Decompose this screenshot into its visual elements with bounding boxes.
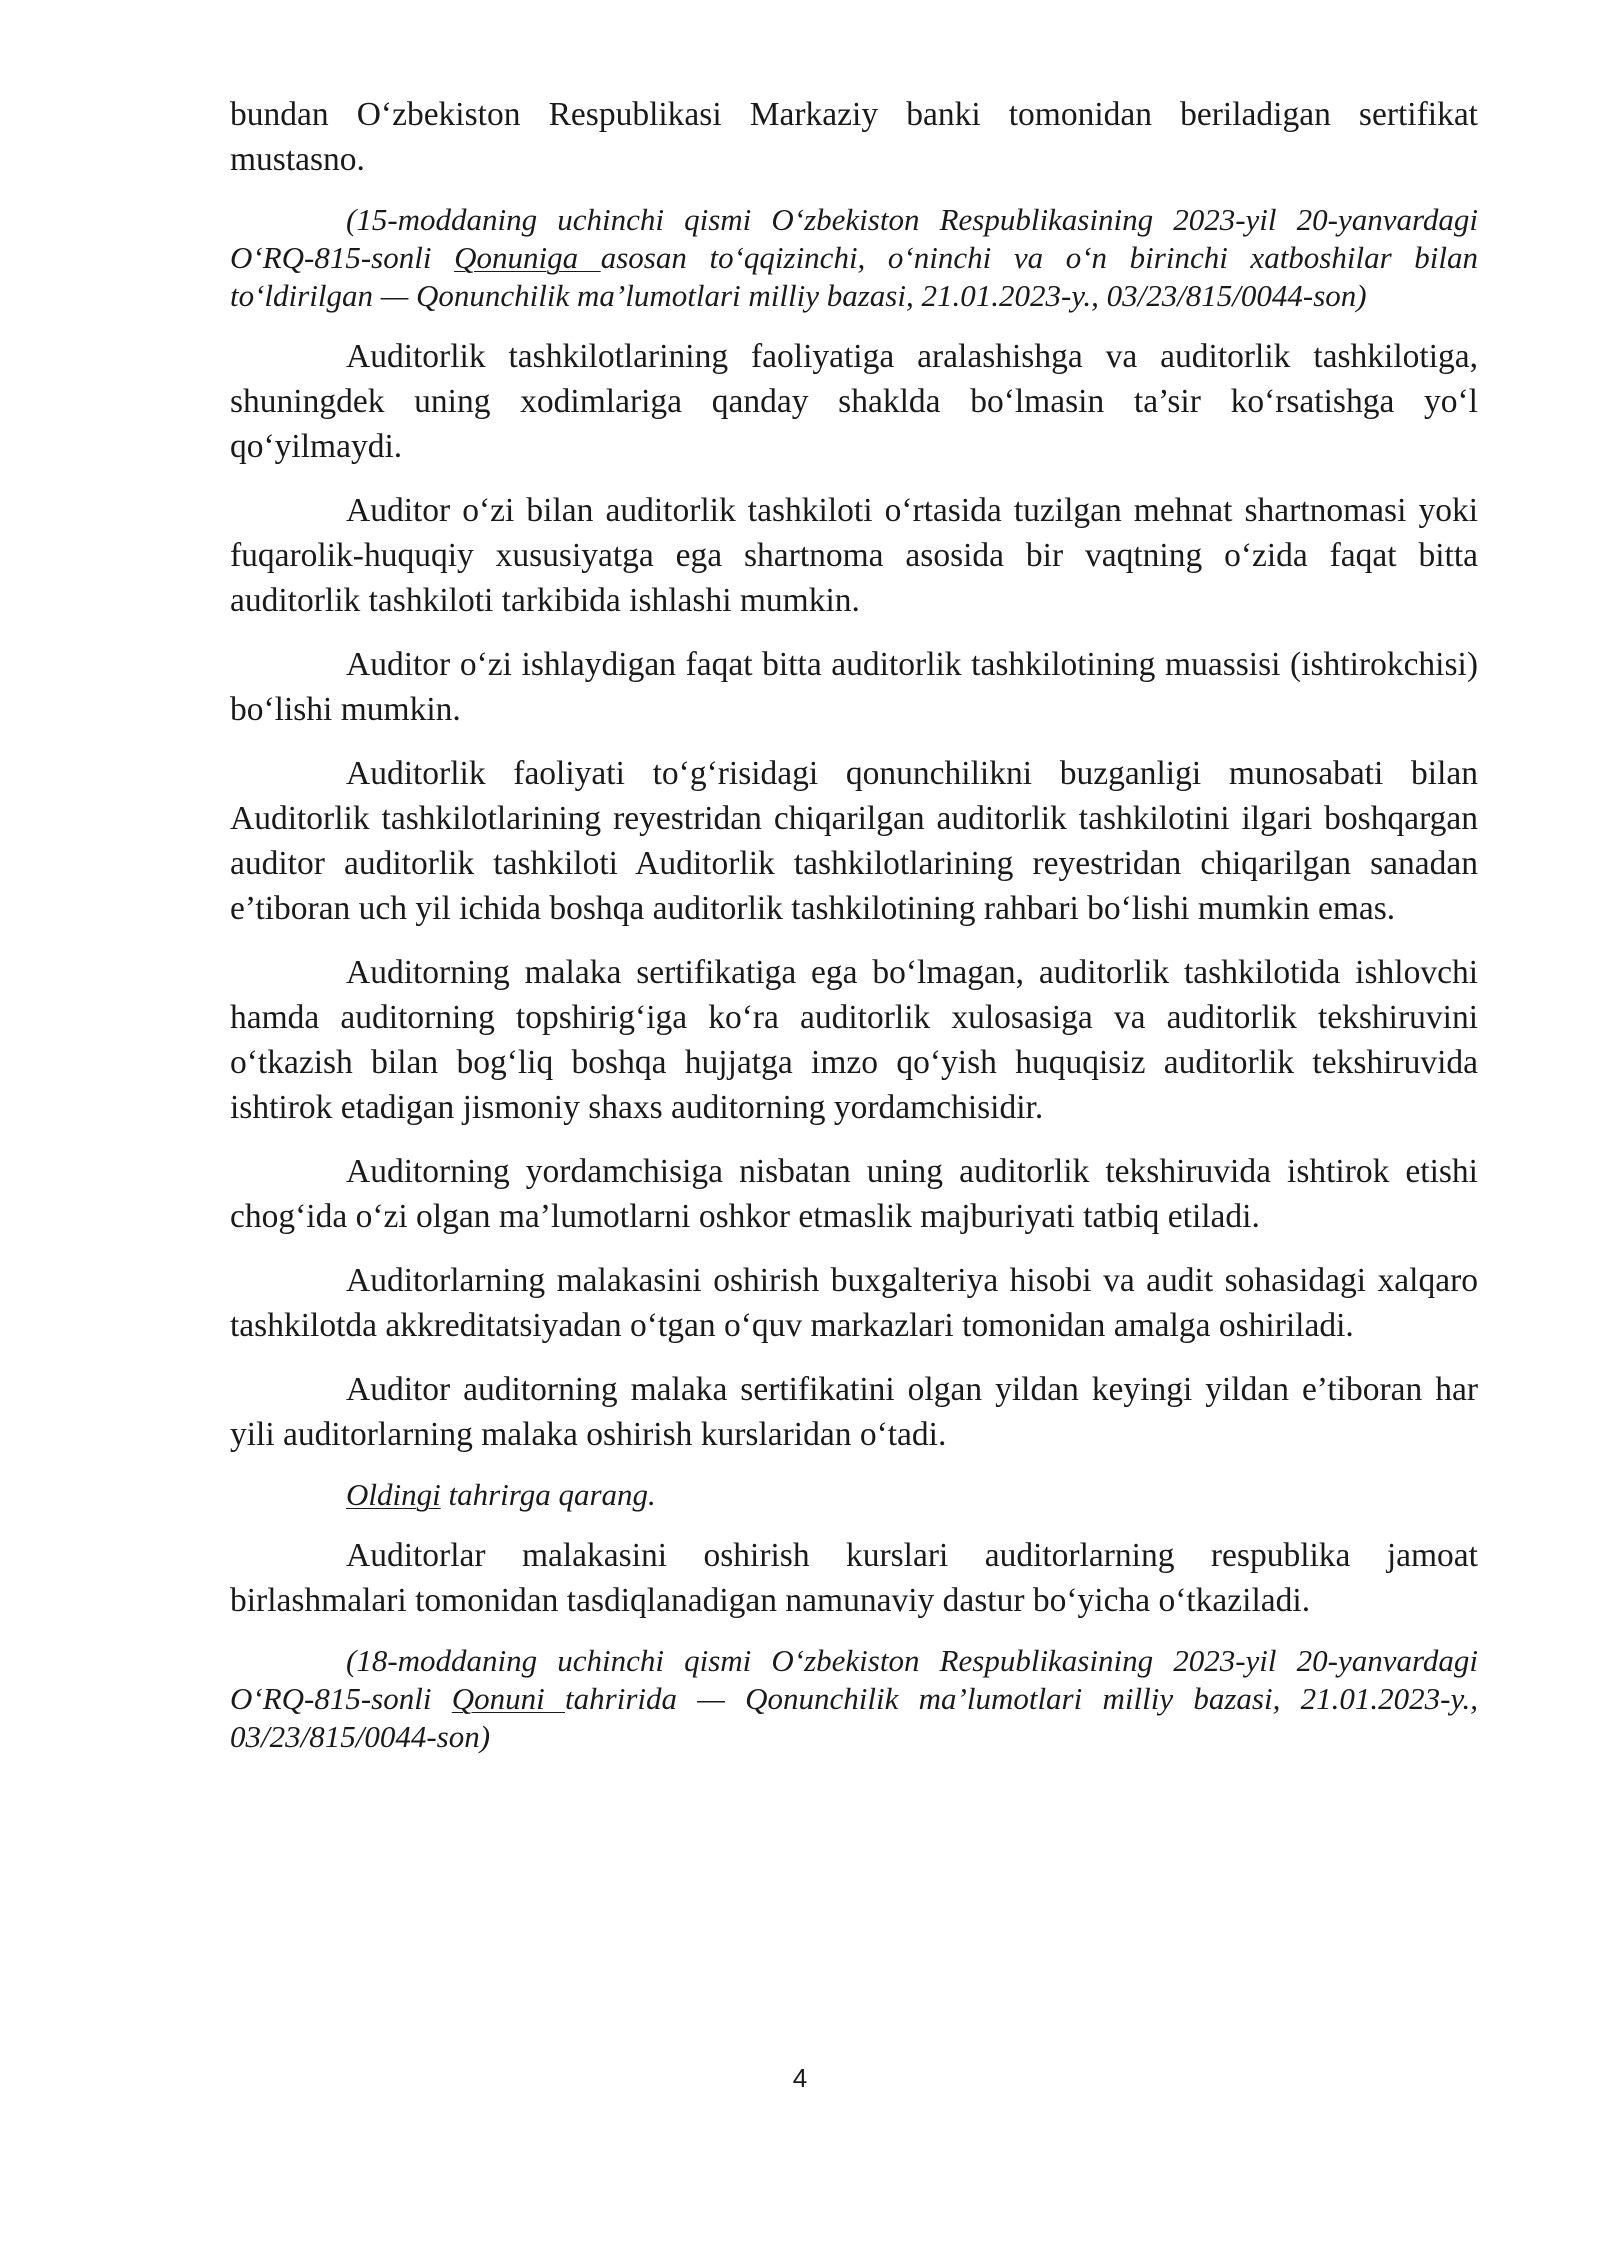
paragraph-single-organization: Auditor o‘zi bilan auditorlik tashkiloti o‘rtasida tuzilgan mehnat shartnomasi yoki fuqarolik-huquqiy xususiyatga ega shartnoma asosida bir vaqtning o‘zida faqat bitta auditorlik tashkiloti tarkibida ishlashi mumkin. [230,492,1478,619]
previous-edition-text: tahrirga qarang. [440,1477,656,1512]
previous-edition-note [230,1476,1478,1514]
paragraph-assistant-confidentiality: Auditorning yordamchisiga nisbatan uning auditorlik tekshiruvida ishtirok etishi chog‘ida o‘zi olgan ma’lumotlarni oshkor etmaslik majburiyati tatbiq etiladi. [230,1153,1478,1235]
paragraph-training-program: Auditorlar malakasini oshirish kurslari auditorlarning respublika jamoat birlashmalari tomonidan tasdiqlanadigan namunaviy dastur bo‘yicha o‘tkaziladi. [230,1537,1478,1619]
paragraph-continuation: bundan O‘zbekiston Respublikasi Markaziy banki tomonidan beriladigan sertifikat mustasno. [230,96,1478,178]
law-link-qonuniga[interactable]: Qonuniga [454,240,601,275]
paragraph-annual-training: Auditor auditorning malaka sertifikatini olgan yildan keyingi yildan e’tiboran har yili auditorlarning malaka oshirish kurslaridan o‘tadi. [230,1371,1478,1453]
amendment-note-15 [230,201,1478,315]
previous-edition-link[interactable]: Oldingi [346,1477,441,1512]
paragraph-training-centers: Auditorlarning malakasini oshirish buxgalteriya hisobi va audit sohasidagi xalqaro tashkilotda akkreditatsiyadan o‘tgan o‘quv markazlari tomonidan amalga oshiriladi. [230,1262,1478,1344]
paragraph-assistant-definition: Auditorning malaka sertifikatiga ega bo‘lmagan, auditorlik tashkilotida ishlovchi hamda auditorning topshirig‘iga ko‘ra auditorlik xulosasiga va auditorlik tekshiruvini o‘tkazish bilan bog‘liq boshqa hujjatga imzo qo‘yish huquqisiz auditorlik tekshiruvida ishtirok etadigan jismoniy shaxs auditorning yordamchisidir. [230,954,1478,1126]
page-number: 4 [792,2063,808,2093]
law-link-qonuni[interactable]: Qonuni [451,1681,566,1716]
amendment-note-text: (15-moddaning uchinchi qismi O‘zbekiston Respublikasining 2023-yil 20-yanvardagi O‘RQ-815-sonli [230,202,1478,275]
paragraph-founder: Auditor o‘zi ishlaydigan faqat bitta auditorlik tashkilotining muassisi (ishtirokchisi) bo‘lishi mumkin. [230,646,1478,728]
document-page [230,92,1478,1775]
amendment-note-text: asosan to‘qqizinchi, o‘ninchi va o‘n birinchi xatboshilar bilan to‘ldirilgan — Qonunchilik ma’lumotlari milliy bazasi, 21.01.2023-y., 03/23/815/0044-son) [230,240,1478,313]
paragraph-former-head: Auditorlik faoliyati to‘g‘risidagi qonunchilikni buzganligi munosabati bilan Auditorlik tashkilotlarining reyestridan chiqarilgan auditorlik tashkilotini ilgari boshqargan auditor auditorlik tashkiloti Auditorlik tashkilotlarining reyestridan chiqarilgan sanadan e’tiboran uch yil ichida boshqa auditorlik tashkilotining rahbari bo‘lishi mumkin emas. [230,755,1478,927]
amendment-note-text: tahririda — Qonunchilik ma’lumotlari milliy bazasi, 21.01.2023-y., 03/23/815/0044-son) [230,1681,1478,1754]
amendment-note-18 [230,1642,1478,1756]
paragraph-interference: Auditorlik tashkilotlarining faoliyatiga aralashishga va auditorlik tashkilotiga, shuningdek uning xodimlariga qanday shaklda bo‘lmasin ta’sir ko‘rsatishga yo‘l qo‘yilmaydi. [230,338,1478,465]
amendment-note-text: (18-moddaning uchinchi qismi O‘zbekiston Respublikasining 2023-yil 20-yanvardagi O‘RQ-815-sonli [230,1643,1478,1716]
